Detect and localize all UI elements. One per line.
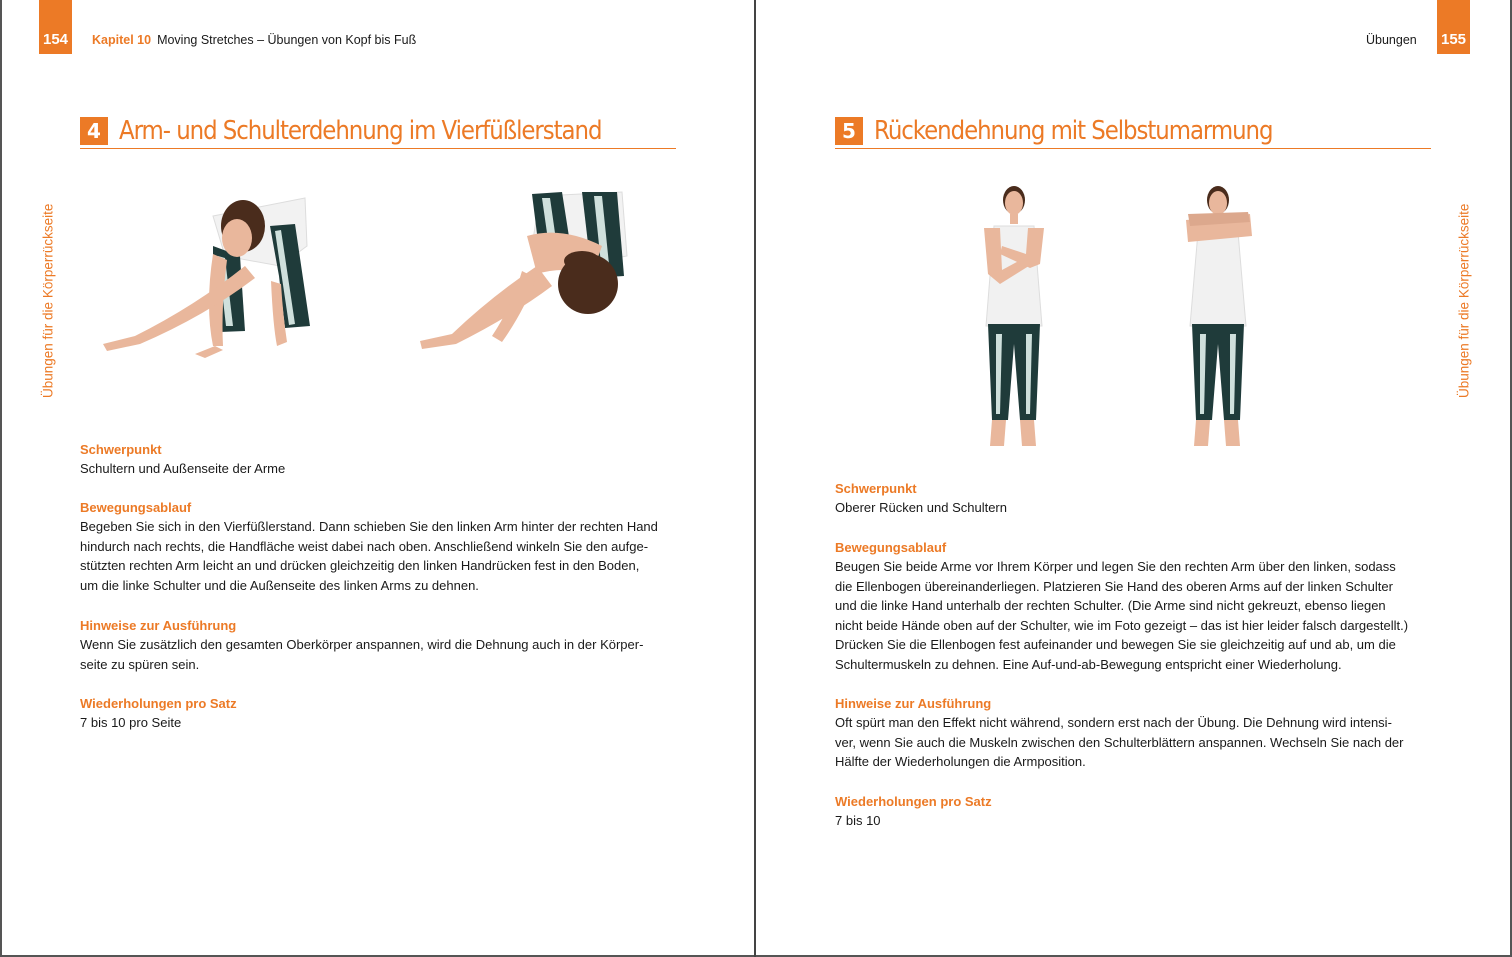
running-head-chapter: Kapitel 10 — [92, 33, 152, 47]
reps-text: 7 bis 10 pro Seite — [80, 715, 182, 730]
hints-line: Wenn Sie zusätzlich den gesamten Oberkörper anspannen, wird die Dehnung auch in der Körper- — [80, 637, 644, 652]
section-reps — [80, 694, 676, 733]
running-head-title: Moving Stretches – Übungen von Kopf bis Fuß — [157, 33, 417, 47]
hints-line: seite zu spüren sein. — [80, 656, 200, 672]
side-label: Übungen für die Körperrückseite — [1456, 203, 1472, 398]
section-movement — [80, 498, 676, 595]
exercise-photo-1 — [95, 186, 325, 366]
left-page — [0, 0, 754, 955]
running-head-title: Übungen — [1366, 33, 1417, 47]
exercise-number-badge: 5 — [835, 117, 863, 145]
movement-line: Begeben Sie sich in den Vierfüßlerstand. Dann schieben Sie den linken Arm hinter der rechten Hand — [80, 519, 658, 534]
exercise-photo-2 — [1182, 184, 1262, 450]
movement-heading: Bewegungsablauf — [80, 500, 192, 515]
focus-text: Oberer Rücken und Schultern — [835, 500, 1007, 515]
movement-line: stützten rechten Arm leicht an und drücken gleichzeitig den linken Handrücken fest in den Boden, — [80, 558, 640, 574]
exercise-heading: Rückendehnung mit Selbstumarmung — [874, 115, 1273, 146]
exercise-heading: Arm- und Schulterdehnung im Vierfüßlerstand — [119, 115, 602, 146]
reps-heading: Wiederholungen pro Satz — [80, 696, 237, 711]
section-hints — [835, 694, 1431, 772]
hints-heading: Hinweise zur Ausführung — [835, 696, 992, 711]
side-label: Übungen für die Körperrückseite — [40, 203, 56, 398]
running-head — [92, 33, 416, 47]
exercise-photo-1 — [978, 184, 1058, 450]
right-page — [756, 0, 1510, 955]
movement-line: um die linke Schulter und die Außenseite des linken Arms zu dehnen. — [80, 577, 479, 593]
focus-heading: Schwerpunkt — [80, 442, 162, 457]
movement-line: Drücken Sie die Ellenbogen fest aufeinander und bewegen Sie sie gleichzeitig auf und ab, um die — [835, 637, 1396, 653]
movement-line: und die linke Hand unterhalb der rechten Schulter. (Die Arme sind nicht gekreuzt, ebenso liegen — [835, 598, 1386, 614]
page-number: 154 — [39, 0, 72, 54]
section-hints — [80, 616, 676, 674]
focus-text: Schultern und Außenseite der Arme — [80, 461, 286, 476]
hints-line: Oft spürt man den Effekt nicht während, sondern erst nach der Übung. Die Dehnung wird intensi- — [835, 715, 1392, 730]
movement-line: Beugen Sie beide Arme vor Ihrem Körper und legen Sie den rechten Arm über den linken, sodass — [835, 559, 1396, 574]
exercise-title — [835, 113, 1431, 149]
reps-heading: Wiederholungen pro Satz — [835, 794, 992, 809]
section-movement — [835, 538, 1431, 675]
reps-text: 7 bis 10 — [835, 813, 881, 828]
hints-line: Hälfte der Wiederholungen die Armposition. — [835, 754, 1086, 770]
movement-line: nicht beide Hände oben auf der Schulter, wie im Foto gezeigt – das ist hier leider falsch dargestellt.) — [835, 617, 1409, 633]
exercise-number-badge: 4 — [80, 117, 108, 145]
section-reps — [835, 792, 1431, 831]
focus-heading: Schwerpunkt — [835, 481, 917, 496]
exercise-photo-2 — [412, 186, 642, 366]
movement-line: Schultermuskeln zu dehnen. Eine Auf-und-ab-Bewegung entspricht einer Wiederholung. — [835, 656, 1342, 672]
page-number: 155 — [1437, 0, 1470, 54]
exercise-title — [80, 113, 676, 149]
section-focus — [80, 440, 676, 479]
movement-line: hindurch nach rechts, die Handfläche weist dabei nach oben. Anschließend winkeln Sie den aufge- — [80, 538, 649, 554]
running-head — [1366, 33, 1417, 47]
hints-heading: Hinweise zur Ausführung — [80, 618, 237, 633]
movement-line: die Ellenbogen übereinanderliegen. Platzieren Sie Hand des oberen Arms auf der linken Schulter — [835, 578, 1393, 594]
hints-line: ver, wenn Sie auch die Muskeln zwischen den Schulterblättern anspannen. Wechseln Sie nach der — [835, 734, 1404, 750]
section-focus — [835, 479, 1431, 518]
movement-heading: Bewegungsablauf — [835, 540, 947, 555]
